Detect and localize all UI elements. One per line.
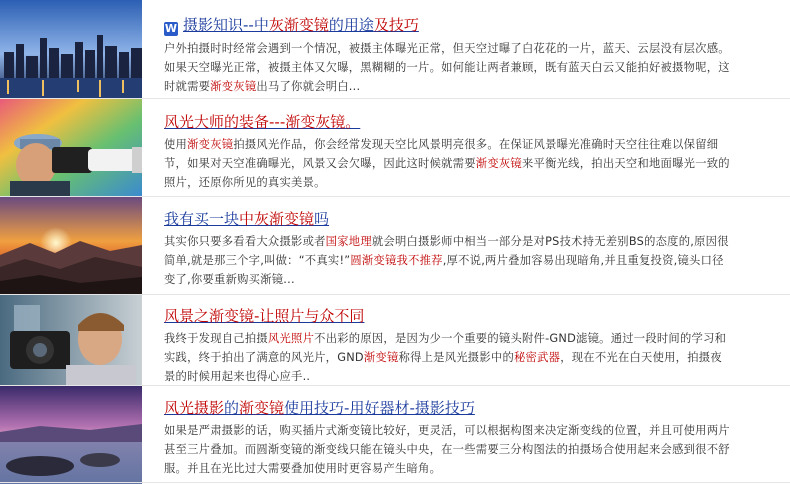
camera-filter-icon[interactable] xyxy=(0,295,142,393)
photographer-icon[interactable] xyxy=(0,99,142,197)
result-title-4[interactable]: 风景之渐变镜-让照片与众不同 xyxy=(164,307,365,325)
seascape-icon[interactable] xyxy=(0,386,142,484)
word-doc-icon: W xyxy=(164,22,178,35)
result-snippet-5: 如果是严肃摄影的话，购买插片式渐变镜比较好，更灵活，可以根据构图来决定渐变线的位置，并且可使用两片甚至三片叠加。而圆渐变镜的渐变线只能在镜头中央，在一些需要三分构图法的拍摄场合使用起来会感到很不舒服。并且在光比过大需要叠加使用时更容易产生暗角。 xyxy=(164,424,730,475)
result-title-1[interactable]: W 摄影知识--中灰渐变镜的用途及技巧 xyxy=(164,16,419,35)
result-snippet-4: 我终于发现自己拍摄风光照片不出彩的原因，是因为少一个重要的镜头附件-GND滤镜。通过一段时间的学习和实践，终于拍出了满意的风光片，GND渐变镜称得上是风光摄影中的秘密武器，现在不光在白天使用，拍摄夜景的时候用起来也得心应手.. xyxy=(164,332,727,383)
city-night-icon[interactable] xyxy=(0,0,142,98)
result-title-2[interactable]: 风光大师的装备---渐变灰镜。 xyxy=(164,113,361,131)
result-snippet-2: 使用渐变灰镜拍摄风光作品，你会经常发现天空比风景明亮很多。在保证风景曝光准确时天空往往难以保留细节，如果对天空准确曝光，风景又会欠曝，因此这时候就需要渐变灰镜来平衡光线，拍出天空和地面曝光一致的照片，还原你所见的真实美景。 xyxy=(164,138,730,189)
result-title-3[interactable]: 我有买一块中灰渐变镜吗 xyxy=(164,210,330,228)
result-snippet-1: 户外拍摄时时经常会遇到一个情况，被摄主体曝光正常，但天空过曝了白花花的一片，蓝天、云层没有层次感。如果天空曝光正常，被摄主体又欠曝，黑糊糊的一片。如何能让两者兼顾，既有蓝天白云又能拍好被摄物呢，这时就需要渐变灰镜出马了你就会明白... xyxy=(164,42,730,93)
result-title-5[interactable]: 风光摄影的渐变镜使用技巧-用好器材-摄影技巧 xyxy=(164,399,475,417)
sunset-mountains-icon[interactable] xyxy=(0,197,142,295)
result-snippet-3: 其实你只要多看看大众摄影或者国家地理就会明白摄影师中相当一部分是对PS技术持无差别BS的态度的,原因很简单,就是那三个字,叫做：“不真实!”圆渐变镜我不推荐,厚不说,两片叠加容易出现暗角,并且重复投资,镜头口径变了,你要重新购买渐镜... xyxy=(164,235,729,286)
